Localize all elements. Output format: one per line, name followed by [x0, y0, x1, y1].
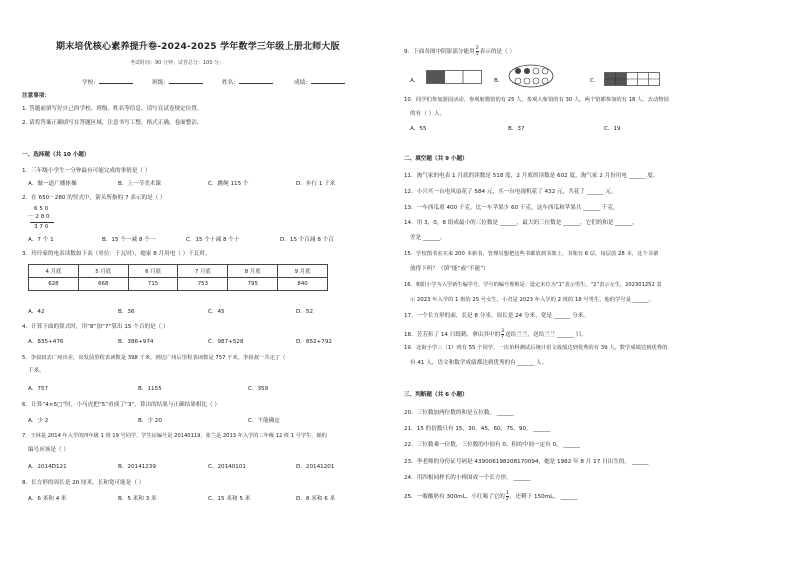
- q2-vertical-line-1: 6 5 0: [34, 206, 49, 212]
- q3-header-cell: 9 月底: [278, 265, 328, 278]
- q3-header-cell: 8 月底: [228, 265, 278, 278]
- q4-stem: 4．计算下面的算式时，用“8”加“7”算出 15 个百的是（ ）: [22, 324, 169, 330]
- q8-stem: 8．长方形的周长是 20 厘米，长和宽可能是（ ）: [22, 480, 145, 486]
- q7-stem: 7．王林是 2014 年入学的四年级 1 班 19 号同学，学生证编号是 20140119，张兰是 2013 年入学的三年级 12 班 1 号学生，她的: [22, 433, 327, 439]
- section-3-title: 三、判断题（共 6 小题）: [404, 392, 468, 398]
- q10-opt-a: A．55: [410, 126, 427, 132]
- exam-info: 考试时间：90 分钟；试卷总分：100 分；: [130, 60, 225, 66]
- q3-opt-c: C．45: [208, 309, 225, 315]
- q1-opt-a: A．做一道广播体操: [28, 181, 77, 187]
- q4-opt-d: D．852+792: [296, 339, 332, 345]
- q5-opt-a: A．757: [28, 386, 49, 392]
- q3-header-cell: 6 月底: [128, 265, 178, 278]
- q3-opt-a: A．42: [28, 309, 45, 315]
- q3-value-cell: 753: [178, 278, 228, 291]
- q3-header-cell: 7 月底: [178, 265, 228, 278]
- q4-opt-a: A．835+476: [28, 339, 64, 345]
- q12: 12．小兴买一台电风扇花了 584 元，买一台电视机花了 432 元，共花了 ______ 元。: [404, 189, 617, 195]
- q9-figure-c: [604, 72, 660, 86]
- q6-opt-a: A．少 2: [28, 418, 49, 424]
- q15: 15．学校图书室买来 200 本新书，管理员想把这些书都放到书架上，书架有 6 层，每层放 28 本，这个书架: [404, 251, 659, 257]
- q3-table-header-row: [29, 265, 328, 278]
- notes-title: 注意事项：: [22, 93, 50, 99]
- q3-table-value-row: [29, 278, 328, 291]
- q1-opt-c: C．跳绳 115 个: [208, 181, 249, 187]
- q8-opt-c: C．15 米和 5 米: [208, 496, 251, 502]
- q2-stem: 2．在 650－280 的竖式中，箭头所指的 7 表示的是（ ）: [22, 195, 166, 201]
- field-school: 学校：: [82, 80, 133, 87]
- q5-stem-end: 千米。: [28, 368, 45, 374]
- q25: 25．一瓶酸奶有 300mL，小红喝了它的 $\frac{1}{2}$ ，还剩下 150mL。 ______: [404, 491, 578, 502]
- q9-figure-a: [426, 70, 482, 84]
- q10-stem-end: 的有（ ）人。: [410, 111, 446, 117]
- q6-stem: 6．计算“4×5□”时，小马虎把“5”看成了“3”，算出的结果与正确结果相比（ ）: [22, 402, 220, 408]
- q3-opt-b: B．36: [118, 309, 135, 315]
- field-score: 成绩：: [294, 80, 345, 87]
- q10-opt-c: C．19: [604, 126, 621, 132]
- q15-cont: 放得下吗？（填“能”或“不能”）: [410, 266, 489, 272]
- q1-opt-b: B．上一节美术课: [118, 181, 161, 187]
- q4-opt-b: B．386+974: [118, 339, 154, 345]
- field-class: 班级：: [152, 80, 203, 87]
- q10-opt-b: B．37: [508, 126, 525, 132]
- q2-vertical-rule: [30, 222, 54, 223]
- q23: 23．李老师的身份证号码是 439006198208170094，她是 1982 年 8 月 17 日出生的。 ______: [404, 459, 649, 465]
- q16-cont: 示 2023 年入学的 1 班的 25 号女生，小君是 2023 年入学的 2 班的 18 号男生，他的学号是 ______。: [410, 297, 654, 303]
- q14-cont: 差是 ______。: [410, 235, 446, 241]
- q1-stem: 1．三年级小学生一分钟最有可能完成的事情是（ ）: [22, 168, 151, 174]
- q3-stem: 3．玲玲家的电表读数如下表（单位：千瓦时），她家 8 月用电（ ）千瓦时。: [22, 251, 211, 257]
- q24: 24．用四根同样长的小棒围成一个长方形。 ______: [404, 475, 531, 481]
- q2-opt-d: D．15 个百减 8 个百: [280, 237, 334, 243]
- q5-opt-b: B．1155: [138, 386, 162, 392]
- q7-stem-end: 编号应该是（ ）: [28, 447, 69, 453]
- field-name: 姓名：: [222, 80, 273, 87]
- q8-opt-a: A．6 米和 4 米: [28, 496, 67, 502]
- q3-meter-table: [28, 264, 328, 291]
- q3-value-cell: 795: [228, 278, 278, 291]
- q7-opt-d: D．20141201: [296, 464, 335, 470]
- q3-opt-d: D．52: [296, 309, 314, 315]
- q9-opt-b: B．: [494, 78, 504, 84]
- q8-opt-b: B．5 米和 3 米: [118, 496, 157, 502]
- q3-value-cell: 715: [128, 278, 178, 291]
- q9-opt-c: C．: [590, 78, 600, 84]
- q21: 21．15 的倍数只有 15，30，45，60，75，90。 ______: [404, 426, 551, 432]
- q7-opt-c: C．20140101: [208, 464, 246, 470]
- q6-opt-c: C．不能确定: [248, 418, 280, 424]
- q3-header-cell: 4 月底: [29, 265, 79, 278]
- q19: 19．北街小学三（1）班有 55 个同学，一次单科测试后统计语文成绩达到优秀的有 39 人，数学成绩达到优秀的: [404, 345, 668, 351]
- note-1: 1. 答题前填写好自己的学校、班级、姓名等信息，请写在试卷规定位置。: [22, 106, 203, 112]
- q7-opt-a: A．2014D121: [28, 464, 67, 470]
- section-1-title: 一、选择题（共 10 小题）: [22, 152, 90, 158]
- q22: 22．三位数乘一位数，三位数的中间有 0，积的中间一定有 0。 ______: [404, 442, 581, 448]
- q2-opt-a: A．7 个 1: [28, 237, 54, 243]
- q16: 16．朝阳小学为入学新生编学号，学号的编号规则是：设定末位为“1”表示男生，“2”表示女生，202301252 表: [404, 282, 662, 288]
- q11: 11．淘气家的电表 1 月底的读数是 518 度，2 月底的读数是 602 度，淘气家 2 月份用电 ______ 度。: [404, 173, 659, 179]
- q3-header-cell: 5 月底: [78, 265, 128, 278]
- note-2: 2. 请将答案正确填写在答题区域，注意书写工整，格式正确，卷面整洁。: [22, 120, 203, 126]
- q5-stem: 5．李叔叔去广州出差，出发前里程表读数是 398 千米，到达广州后里程表读数是 757 千米，李叔叔一共走了（: [22, 355, 286, 361]
- q13: 13．一车西瓜重 400 千克，比一车苹果少 60 千克，这车西瓜和苹果共 ______ 千克。: [404, 205, 619, 211]
- q19-cont: 有 41 人，语文和数学成绩都达到优秀的有 ______ 人。: [410, 360, 548, 366]
- q2-vertical-line-3: 3 7 0: [34, 224, 49, 230]
- q3-value-cell: 840: [278, 278, 328, 291]
- q14: 14．用 3，0，8 组成最小的三位数是 ______，最大的三位数是 ______，它们的和是 ______，: [404, 220, 638, 226]
- section-2-title: 二、填空题（共 9 小题）: [404, 156, 468, 162]
- q5-opt-c: C．359: [248, 386, 269, 392]
- q20: 20．三位数加两位数的和是五位数。 ______: [404, 410, 514, 416]
- q3-value-cell: 668: [78, 278, 128, 291]
- q9-opt-a: A．: [410, 78, 420, 84]
- q17: 17．一个长方形的面，长是 8 分米，周长是 24 分米，宽是 ______ 分米。: [404, 313, 590, 319]
- q9-stem: 9．下面各图中阴影部分能用 $\frac{2}{5}$ 表示的是（ ）: [404, 46, 515, 57]
- q10-stem: 10．同学们参加游园活动，参观航模馆的有 25 人，参观大象馆的有 30 人，两个馆都参加的有 18 人，去动物园: [404, 97, 669, 103]
- q2-vertical-line-2: － 2 8 0: [28, 214, 50, 220]
- q3-value-cell: 628: [29, 278, 79, 291]
- q1-opt-d: D．步行 1 千米: [296, 181, 336, 187]
- q4-opt-c: C．987+528: [208, 339, 244, 345]
- q6-opt-b: B．少 20: [138, 418, 162, 424]
- q2-opt-b: B．15 个一减 8 个一: [102, 237, 156, 243]
- q2-opt-c: C．15 个十减 8 个十: [186, 237, 240, 243]
- q7-opt-b: B．20141239: [118, 464, 156, 470]
- page-title: 期末培优核心素养提升卷-2024-2025 学年数学三年级上册北师大版: [56, 42, 340, 52]
- q18: 18．芳芳折了 14 只纸鹤，拿出其中的 $\frac{3}{7}$ 送给兰兰，送给兰兰 ______ 只。: [404, 329, 587, 340]
- q8-opt-d: D．8 米和 6 米: [296, 496, 336, 502]
- q9-figure-b: [508, 64, 554, 88]
